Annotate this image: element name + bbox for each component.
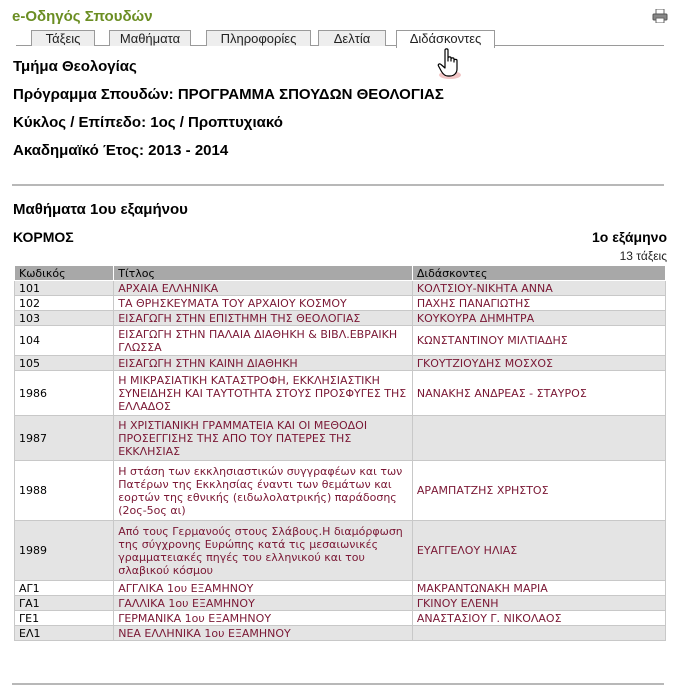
instructor-link[interactable]: ΚΟΛΤΣΙΟΥ-ΝΙΚΗΤΑ ΑΝΝΑ	[412, 281, 665, 296]
course-title-link[interactable]: Η ΧΡΙΣΤΙΑΝΙΚΗ ΓΡΑΜΜΑΤΕΙΑ ΚΑΙ ΟΙ ΜΕΘΟΔΟΙ ΠΡΟΣΕΓΓΙΣΗΣ ΤΗΣ ΑΠΟ ΤΟΥ ΠΑΤΕΡΕΣ ΤΗΣ ΕΚΚΛΗΣΙΑΣ	[114, 416, 413, 461]
instructor-link[interactable]: ΓΚΙΝΟΥ ΕΛΕΝΗ	[412, 596, 665, 611]
hand-cursor-icon	[436, 47, 464, 81]
instructor-link[interactable]	[412, 626, 665, 641]
course-title-link[interactable]: Η στάση των εκκλησιαστικών συγγραφέων και των Πατέρων της Εκκλησίας έναντι των θεμάτων και εορτών της εθνικής (ειδωλολατρικής) παράδοσης (2ος-5ος αι)	[114, 461, 413, 521]
course-code: 101	[15, 281, 114, 296]
course-code: 1988	[15, 461, 114, 521]
table-row	[15, 461, 666, 521]
table-row	[15, 596, 666, 611]
table-row	[15, 521, 666, 581]
course-title-link[interactable]: ΕΙΣΑΓΩΓΗ ΣΤΗΝ ΕΠΙΣΤΗΜΗ ΤΗΣ ΘΕΟΛΟΓΙΑΣ	[114, 311, 413, 326]
course-code: 103	[15, 311, 114, 326]
printer-icon[interactable]	[652, 9, 668, 23]
course-title-link[interactable]: Η ΜΙΚΡΑΣΙΑΤΙΚΗ ΚΑΤΑΣΤΡΟΦΗ, ΕΚΚΛΗΣΙΑΣΤΙΚΗ ΣΥΝΕΙΔΗΣΗ ΚΑΙ ΤΑΥΤΟΤΗΤΑ ΣΤΟΥΣ ΠΡΟΣΦΥΓΕΣ ΤΗΣ ΕΛΛΑΔΟΣ	[114, 371, 413, 416]
semester-heading: Μαθήματα 1ου εξαμήνου	[13, 201, 188, 218]
instructor-link[interactable]: ΠΑΧΗΣ ΠΑΝΑΓΙΩΤΗΣ	[412, 296, 665, 311]
table-row	[15, 356, 666, 371]
course-title-link[interactable]: ΕΙΣΑΓΩΓΗ ΣΤΗΝ ΠΑΛΑΙΑ ΔΙΑΘΗΚΗ & ΒΙΒΛ.ΕΒΡΑΙΚΗ ΓΛΩΣΣΑ	[114, 326, 413, 356]
instructor-link[interactable]: ΑΝΑΣΤΑΣΙΟΥ Γ. ΝΙΚΟΛΑΟΣ	[412, 611, 665, 626]
course-title-link[interactable]: ΓΕΡΜΑΝΙΚΑ 1ου ΕΞΑΜΗΝΟΥ	[114, 611, 413, 626]
academic-year: Ακαδημαϊκό Έτος: 2013 - 2014	[13, 142, 229, 159]
course-group-name: ΚΟΡΜΟΣ	[13, 229, 74, 245]
course-title-link[interactable]: ΓΑΛΛΙΚΑ 1ου ΕΞΑΜΗΝΟΥ	[114, 596, 413, 611]
course-code: ΓΑ1	[15, 596, 114, 611]
study-program: Πρόγραμμα Σπουδών: ΠΡΟΓΡΑΜΜΑ ΣΠΟΥΔΩΝ ΘΕΟΛΟΓΙΑΣ	[13, 86, 444, 103]
course-code: 1987	[15, 416, 114, 461]
course-code: ΑΓ1	[15, 581, 114, 596]
tab-bulletins[interactable]: Δελτία	[318, 30, 386, 46]
divider	[12, 184, 664, 186]
instructor-link[interactable]: ΕΥΑΓΓΕΛΟΥ ΗΛΙΑΣ	[412, 521, 665, 581]
course-code: ΓΕ1	[15, 611, 114, 626]
table-header-row	[15, 266, 666, 281]
instructor-link[interactable]: ΚΩΝΣΤΑΝΤΙΝΟΥ ΜΙΛΤΙΑΔΗΣ	[412, 326, 665, 356]
department-name: Τμήμα Θεολογίας	[13, 58, 137, 75]
instructor-link[interactable]: ΑΡΑΜΠΑΤΖΗΣ ΧΡΗΣΤΟΣ	[412, 461, 665, 521]
column-header-title: Τίτλος	[114, 266, 413, 281]
column-header-code: Κωδικός	[15, 266, 114, 281]
course-code: ΕΛ1	[15, 626, 114, 641]
instructor-link[interactable]: ΓΚΟΥΤΖΙΟΥΔΗΣ ΜΟΣΧΟΣ	[412, 356, 665, 371]
table-row	[15, 581, 666, 596]
tab-instructors[interactable]: Διδάσκοντες	[396, 30, 495, 48]
bottom-divider	[12, 683, 664, 685]
course-code: 1989	[15, 521, 114, 581]
course-title-link[interactable]: ΕΙΣΑΓΩΓΗ ΣΤΗΝ ΚΑΙΝΗ ΔΙΑΘΗΚΗ	[114, 356, 413, 371]
course-title-link[interactable]: Από τους Γερμανούς στους Σλάβους.Η διαμόρφωση της σύγχρονης Ευρώπης κατά τις μεσαιωνικές γραμματειακές πηγές του ελληνικού και του σλαβικού κόσμου	[114, 521, 413, 581]
course-title-link[interactable]: ΑΓΓΛΙΚΑ 1ου ΕΞΑΜΗΝΟΥ	[114, 581, 413, 596]
tab-information[interactable]: Πληροφορίες	[206, 30, 311, 46]
table-row	[15, 296, 666, 311]
course-code: 105	[15, 356, 114, 371]
tab-courses[interactable]: Μαθήματα	[109, 30, 191, 46]
table-row	[15, 611, 666, 626]
course-code: 102	[15, 296, 114, 311]
study-cycle: Κύκλος / Επίπεδο: 1ος / Προπτυχιακό	[13, 114, 283, 131]
table-row	[15, 371, 666, 416]
course-title-link[interactable]: ΑΡΧΑΙΑ ΕΛΛΗΝΙΚΑ	[114, 281, 413, 296]
table-row	[15, 626, 666, 641]
course-code: 1986	[15, 371, 114, 416]
table-row	[15, 311, 666, 326]
course-code: 104	[15, 326, 114, 356]
course-title-link[interactable]: ΝΕΑ ΕΛΛΗΝΙΚΑ 1ου ΕΞΑΜΗΝΟΥ	[114, 626, 413, 641]
app-title: e-Οδηγός Σπουδών	[12, 8, 153, 25]
tab-classes[interactable]: Τάξεις	[31, 30, 95, 46]
course-title-link[interactable]: ΤΑ ΘΡΗΣΚΕΥΜΑΤΑ ΤΟΥ ΑΡΧΑΙΟΥ ΚΟΣΜΟΥ	[114, 296, 413, 311]
table-row	[15, 416, 666, 461]
instructor-link[interactable]: ΚΟΥΚΟΥΡΑ ΔΗΜΗΤΡΑ	[412, 311, 665, 326]
table-row	[15, 326, 666, 356]
instructor-link[interactable]: ΜΑΚΡΑΝΤΩΝΑΚΗ ΜΑΡΙΑ	[412, 581, 665, 596]
class-count: 13 τάξεις	[619, 249, 667, 263]
semester-label: 1ο εξάμηνο	[592, 229, 667, 245]
table-row	[15, 281, 666, 296]
instructor-link[interactable]	[412, 416, 665, 461]
column-header-instructors: Διδάσκοντες	[412, 266, 665, 281]
instructor-link[interactable]: ΝΑΝΑΚΗΣ ΑΝΔΡΕΑΣ - ΣΤΑΥΡΟΣ	[412, 371, 665, 416]
courses-table	[14, 265, 666, 641]
